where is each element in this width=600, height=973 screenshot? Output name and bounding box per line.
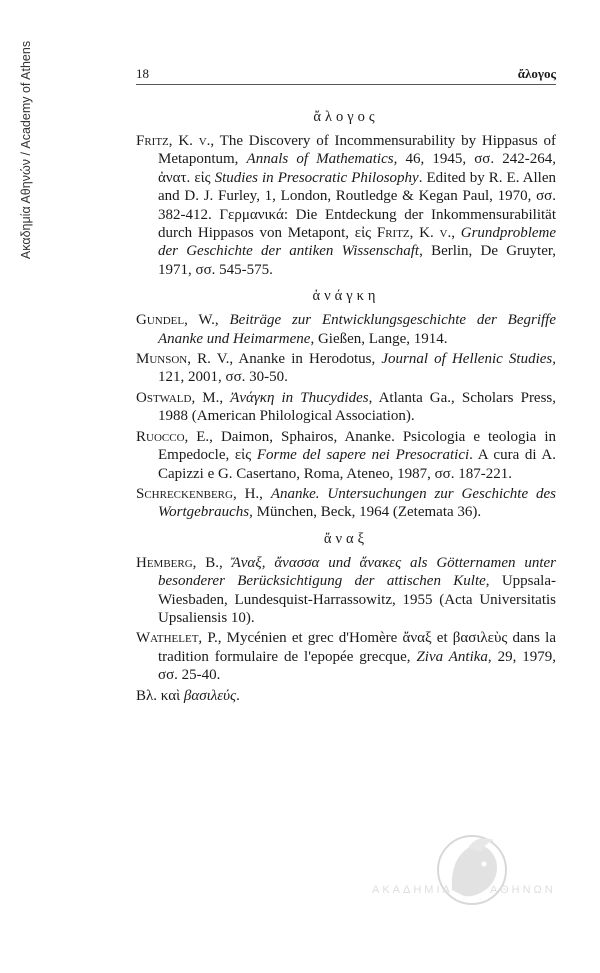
entry-text: , 121, 2001, σσ. 30-50. xyxy=(158,351,556,386)
entry-text: , München, Beck, 1964 (Zetemata 36). xyxy=(249,504,482,521)
page-number: 18 xyxy=(136,66,149,81)
entry-text: Mycénien et grec d'Homère ἄναξ et βασιλεὺς dans la tradition formulaire de l'epopée grecque, xyxy=(158,630,556,665)
bibliography-entry xyxy=(136,350,556,387)
entry-author: Wathelet, P., xyxy=(136,630,222,647)
bibliography-entry xyxy=(136,311,556,348)
entry-text: , Gießen, Lange, 1914. xyxy=(310,330,448,347)
entry-text xyxy=(223,555,232,571)
entry-title: Annals of Mathematics xyxy=(246,151,394,168)
entry-text: . Edited by R. E. Allen and D. J. Furley, 1, London, Routledge & Kegan Paul, 1970, σσ. 382-412. Γερμανικά: Die Entdeckung der Inkommensurabilität durch Hippasos von Metapont, εἰς xyxy=(158,169,556,242)
entry-title: Beiträge zur Entwicklungsgeschichte der Begriffe Ananke und Heimarmene xyxy=(158,312,557,347)
side-label: Ακαδημία Αθηνών / Academy of Athens xyxy=(19,40,33,260)
entry-text: Fritz, K. v., xyxy=(376,225,455,242)
watermark xyxy=(372,830,562,920)
entry-text: , 46, 1945, σσ. 242-264, ἀνατ. εἰς xyxy=(158,151,556,186)
bibliography-entry xyxy=(136,687,556,705)
entry-title: Ziva Antika xyxy=(416,648,488,665)
bibliography-entry xyxy=(136,132,556,279)
running-title: ἄλογος xyxy=(517,66,556,81)
watermark-left-text: ΑΚΑΔΗΜΙΑ xyxy=(372,884,453,896)
entry-text: , Uppsala-Wiesbaden, Lundesquist-Harrassowitz, 1955 (Acta Universitatis Upsaliensis 10). xyxy=(158,573,556,626)
entry-title: Ἀνάγκη in Thucydides xyxy=(230,389,369,406)
athena-head-icon xyxy=(372,830,562,920)
entry-text: The Discovery of Incommensurability by Hippasus of Metapontum, xyxy=(158,133,556,168)
bibliography-entry xyxy=(136,554,556,628)
entry-author: Fritz, K. v., xyxy=(136,133,215,149)
entry-text xyxy=(263,486,271,502)
entry-title: βασιλεύς xyxy=(183,687,237,704)
bibliography-entry xyxy=(136,485,556,522)
entry-title: Ananke. Untersuchungen zur Geschichte des Wortgebrauchs xyxy=(158,485,557,521)
bibliography-entry xyxy=(136,428,556,483)
entry-text: , Berlin, De Gruyter, 1971, σσ. 545-575. xyxy=(158,243,557,278)
bibliography-body xyxy=(136,106,556,707)
entry-author: Munson, R. V., xyxy=(136,351,234,368)
entry-text: , Atlanta Ga., Scholars Press, 1988 (American Philological Association). xyxy=(158,389,557,425)
entry-text: . xyxy=(236,687,240,704)
entry-text: , 29, 1979, σσ. 25-40. xyxy=(158,648,556,684)
entry-title: Journal of Hellenic Studies xyxy=(381,351,553,368)
entry-title: Ἄναξ, ἄνασσα und ἄνακες als Götternamen unter besonderer Berücksichtigung der attischen Kulte xyxy=(158,554,556,590)
entry-title: Studies in Presocratic Philosophy xyxy=(214,169,419,186)
bibliography-entry xyxy=(136,629,556,684)
entry-title: Forme del sapere nei Presocratici xyxy=(256,447,470,464)
entry-author: Hemberg, B., xyxy=(136,554,223,571)
section-title: ἄναξ xyxy=(323,530,369,547)
entry-text: Ananke in Herodotus, xyxy=(233,351,382,368)
entry-text: Βλ. καὶ xyxy=(136,687,184,704)
entry-text xyxy=(219,312,230,328)
bibliography-entry xyxy=(136,389,556,426)
entry-author: Ruocco, E., xyxy=(136,428,213,445)
entry-title: Grundprobleme der Geschichte der antiken Wissenschaft xyxy=(158,225,557,260)
entry-author: Ostwald, M., xyxy=(136,389,224,406)
section-title: ἀνάγκη xyxy=(312,288,380,305)
entry-author: Schreckenberg, H., xyxy=(136,485,263,502)
page-header xyxy=(136,66,556,85)
section-title: ἄλογος xyxy=(313,109,379,125)
entry-text: . A cura di A. Capizzi e G. Casertano, Roma, Ateneo, 1987, σσ. 187-221. xyxy=(158,447,556,482)
entry-author: Gundel, W., xyxy=(136,312,219,329)
watermark-right-text: ΑΘΗΝΩΝ xyxy=(490,884,556,896)
entry-text: Daimon, Sphairos, Ananke. Psicologia e teologia in Empedocle, εἰς xyxy=(158,428,556,464)
